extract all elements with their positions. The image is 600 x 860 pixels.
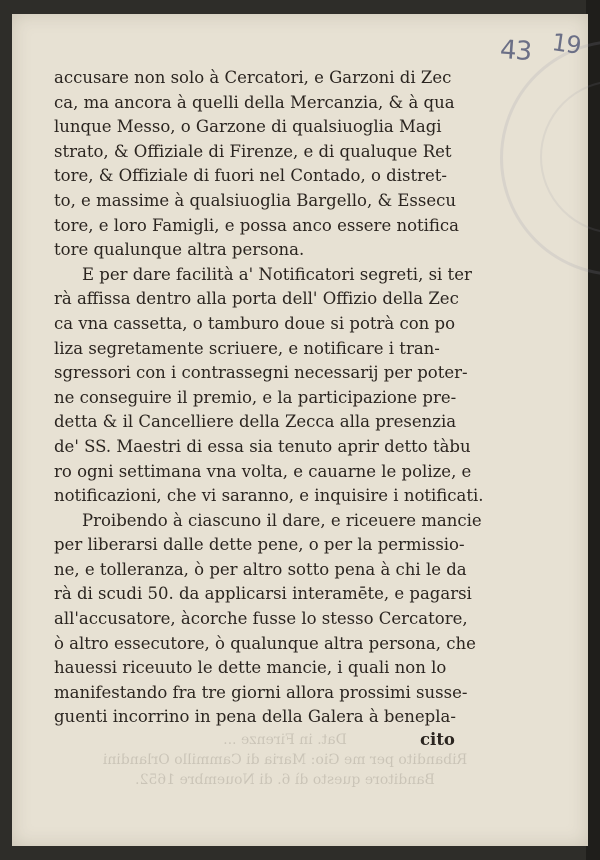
paragraph-start-line: Proibendo à ciascuno il dare, e riceuere mancie	[82, 510, 482, 530]
text-line: liza segretamente scriuere, e notificare i tran-	[54, 338, 440, 358]
text-line: de' SS. Maestri di essa sia tenuto aprir detto tàbu	[54, 436, 471, 456]
show-through-line: Banditore questo dì 6. di Nouembre 1652.	[135, 772, 435, 788]
text-line: strato, & Offiziale di Firenze, e di qualuque Ret	[54, 141, 452, 161]
text-line: all'accusatore, àcorche fusse lo stesso Cercatore,	[54, 609, 468, 629]
text-line: to, e massime à qualsiuoglia Bargello, & Essecu	[54, 190, 457, 210]
text-line: tore qualunque altra persona.	[54, 240, 305, 260]
text-line: detta & il Cancelliere della Zecca alla presenzia	[54, 412, 457, 432]
body-text	[54, 66, 484, 730]
text-line: rà affissa dentro alla porta dell' Offizio della Zec	[54, 289, 459, 309]
text-line: tore, & Offiziale di fuori nel Contado, o distret-	[54, 166, 447, 186]
text-line: lunque Messo, o Garzone di qualsiuoglia Magi	[54, 117, 442, 137]
text-line: manifestando fra tre giorni allora prossimi susse-	[54, 682, 468, 702]
show-through-line: Ribandito per me Gio: Maria di Cammillo Orlandini	[102, 752, 468, 768]
text-line: ne conseguire il premio, e la participazione pre-	[54, 387, 457, 407]
text-line: rà di scudi 50. da applicarsi interamēte, e pagarsi	[54, 584, 472, 604]
ink-folio-number: 19	[550, 28, 583, 60]
text-line: notificazioni, che vi saranno, e inquisire i notificati.	[54, 486, 484, 506]
text-line: ne, e tolleranza, ò per altro sotto pena à chi le da	[54, 559, 467, 579]
text-line: guenti incorrino in pena della Galera à benepla-	[54, 707, 456, 727]
text-line: hauessi riceuuto le dette mancie, i quali non lo	[54, 658, 447, 678]
text-line: ca vna cassetta, o tamburo doue si potrà con po	[54, 313, 456, 333]
paragraph-start-line: E per dare facilità a' Notificatori segreti, si ter	[82, 264, 472, 284]
catchword: cito	[420, 730, 455, 749]
pencil-folio-number: 43	[498, 34, 533, 68]
text-line: accusare non solo à Cercatori, e Garzoni di Zec	[54, 68, 452, 87]
text-line: tore, e loro Famigli, e possa anco essere notifica	[54, 215, 460, 235]
text-line: ca, ma ancora à quelli della Mercanzia, & à qua	[54, 92, 455, 112]
text-line: ò altro essecutore, ò qualunque altra persona, che	[54, 633, 476, 653]
text-line: per liberarsi dalle dette pene, o per la permissio-	[54, 535, 465, 555]
text-line: sgressori con i contrassegni necessarij per poter-	[54, 363, 468, 383]
show-through-line: Dat. in Firenze ...	[223, 732, 347, 748]
text-line: ro ogni settimana vna volta, e cauarne le polize, e	[54, 461, 472, 481]
